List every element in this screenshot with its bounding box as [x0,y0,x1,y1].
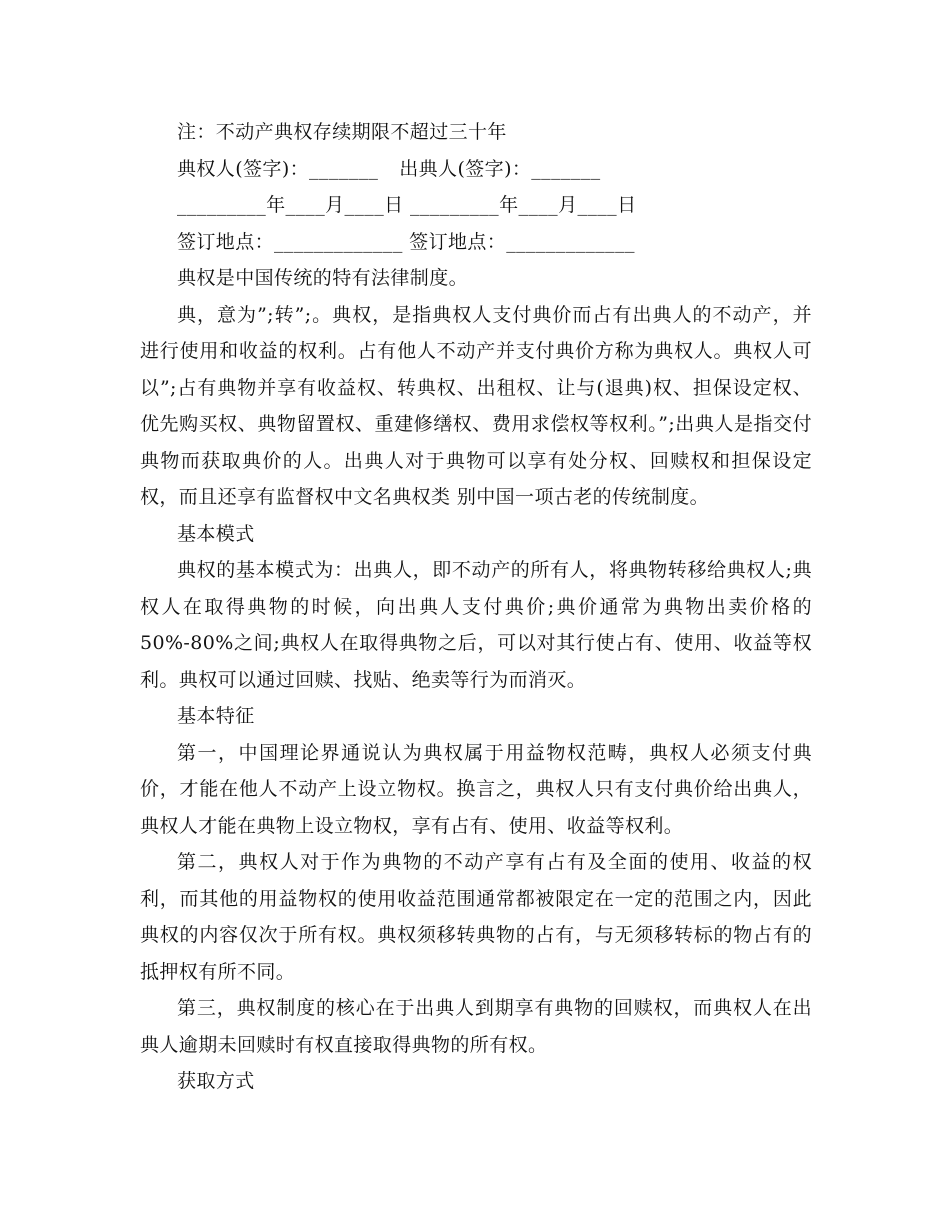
date-row [140,187,812,224]
mortgagor-place-blank: _____________ [506,230,635,253]
holder-signature-blank: _______ [309,157,379,180]
mortgagor-place-label: 签订地点： [409,230,507,253]
signing-place-row [140,224,812,261]
holder-date-blank: _________年____月____日 [177,194,404,216]
term-note: 注：不动产典权存续期限不超过三十年 [177,121,507,143]
paragraph-feature-third: 第三，典权制度的核心在于出典人到期享有典物的回赎权，而典权人在出典人逾期未回赎时有权直接取得典物的所有权。 [140,997,812,1056]
paragraph-feature-first: 第一，中国理论界通说认为典权属于用益物权范畴，典权人必须支付典价，才能在他人不动产上设立物权。换言之，典权人只有支付典价给出典人，典权人才能在典物上设立物权，享有占有、使用、收益等权利。 [140,741,812,837]
paragraph-feature-second: 第二，典权人对于作为典物的不动产享有占有及全面的使用、收益的权利，而其他的用益物权的使用收益范围通常都被限定在一定的范围之内，因此典权的内容仅次于所有权。典权须移转典物的占有，与无须移转标的物占有的抵押权有所不同。 [140,851,812,983]
heading-acquisition: 获取方式 [177,1070,255,1092]
mortgagor-signature-blank: _______ [531,157,601,180]
holder-signature-label: 典权人(签字)： [177,157,310,180]
holder-place-blank: _____________ [274,230,403,253]
heading-basic-mode: 基本模式 [177,522,255,545]
paragraph-intro: 典权是中国传统的特有法律制度。 [177,267,469,289]
signature-row [140,151,812,188]
document-body [140,114,812,1100]
paragraph-definition: 典，意为”;转”;。典权，是指典权人支付典价而占有出典人的不动产，并进行使用和收益的权利。占有他人不动产并支付典价方称为典权人。典权人可以”;占有典物并享有收益权、转典权、出租权、让与(退典)权、担保设定权、优先购买权、典物留置权、重建修缮权、费用求偿权等权利。”;出典人是指交付典物而获取典价的人。出典人对于典物可以享有处分权、回赎权和担保设定权，而且还享有监督权中文名典权类 别中国一项古老的传统制度。 [140,303,812,508]
mortgagor-date-blank: _________年____月____日 [409,194,637,216]
mortgagor-signature-label: 出典人(签字)： [399,157,532,180]
paragraph-basic-mode: 典权的基本模式为：出典人，即不动产的所有人，将典物转移给典权人;典权人在取得典物的时候，向出典人支付典价;典价通常为典物出卖价格的 50%-80%之间;典权人在取得典物之后，可以对其行使占有、使用、收益等权利。典权可以通过回赎、找贴、绝卖等行为而消灭。 [140,559,812,691]
holder-place-label: 签订地点： [177,230,275,253]
heading-basic-features: 基本特征 [177,705,255,727]
